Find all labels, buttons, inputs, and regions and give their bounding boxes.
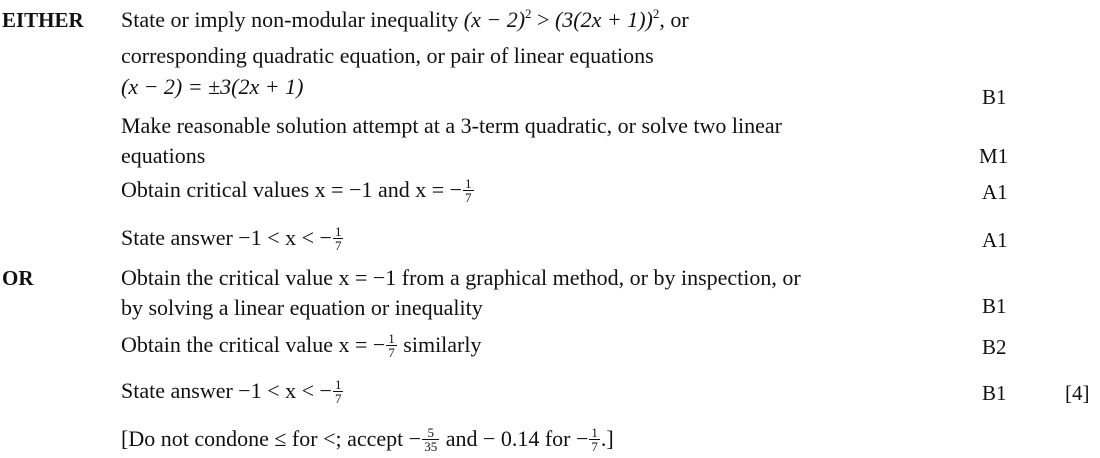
or-answer-line [121,378,344,406]
or-similarly-suffix: similarly [397,332,482,357]
ineq-gt: > [531,7,555,32]
mark-a1: A1 [982,228,1008,252]
fraction-one-seventh: $\frac{1}{7}$ [334,224,342,254]
or-similarly-prefix: Obtain the critical value x = − [121,332,386,357]
or-answer-text: State answer −1 < x < − [121,378,332,403]
either-line-2: corresponding quadratic equation, or pair of linear equations [121,43,654,68]
either-line-5: equations [121,143,206,168]
fraction-one-seventh: $\frac{1}{7}$ [465,176,472,206]
mark-b1: B1 [982,85,1007,109]
mark-m1: M1 [979,144,1009,168]
mark-b2: B2 [982,335,1007,359]
or-heading: OR [2,266,34,290]
ineq-right-exponent: 2 [652,6,660,21]
either-line-4: Make reasonable solution attempt at a 3-term quadratic, or solve two linear [121,113,782,138]
or-line-1: Obtain the critical value x = −1 from a graphical method, or by inspection, or [121,265,801,290]
mark-a1: A1 [982,180,1008,204]
linear-equations-pair [121,74,303,100]
line-1-prefix: State or imply non-modular inequality [121,7,464,32]
ineq-left-exponent: 2 [525,6,532,21]
fraction-one-seventh: $\frac{1}{7}$ [334,377,342,407]
note-mid: and − 0.14 for − [440,426,589,451]
mark-b1: B1 [982,381,1007,405]
ineq-right: (3(2x + 1)) [554,7,653,32]
either-heading: EITHER [2,8,84,32]
fraction-one-seventh: $\frac{1}{7}$ [591,425,598,455]
or-line-2: by solving a linear equation or inequality [121,295,483,320]
or-similarly-line [121,332,482,360]
either-answer-text: State answer −1 < x < − [121,225,332,250]
ineq-left: (x − 2) [463,7,526,32]
linear-equations-text: (x − 2) = ±3(2x + 1) [121,74,304,99]
line-1-suffix: , or [659,7,689,32]
critical-values-line [121,177,475,205]
condone-note [121,426,614,454]
fraction-five-35: $\frac{5}{35}$ [424,425,438,455]
total-marks: [4] [1065,381,1090,405]
either-line-1 [121,7,689,33]
note-suffix: .] [600,426,614,451]
mark-b1: B1 [982,294,1007,318]
fraction-one-seventh: $\frac{1}{7}$ [388,331,395,361]
either-answer-line [121,225,344,253]
note-prefix: [Do not condone ≤ for <; accept − [121,426,422,451]
critical-values-text: Obtain critical values x = −1 and x = − [121,177,463,202]
